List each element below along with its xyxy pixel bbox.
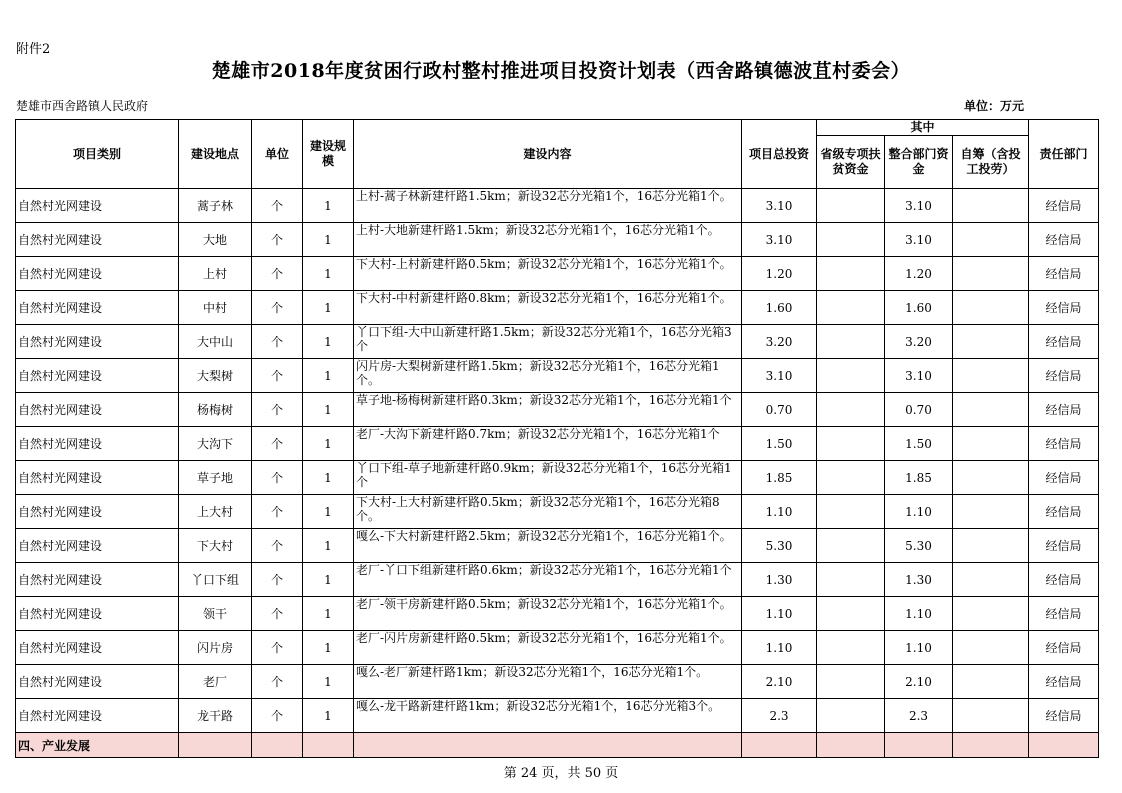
cell-self: [953, 427, 1029, 461]
cell-category: 自然村光网建设: [16, 631, 179, 665]
unit-label: 单位：万元: [963, 99, 1024, 113]
cell-dept: 经信局: [1029, 563, 1099, 597]
cell-category: 自然村光网建设: [16, 427, 179, 461]
cell-provincial: [817, 359, 885, 393]
table-row: [16, 393, 1099, 427]
cell-content: 下大村-上大村新建杆路0.5km；新设32芯分光箱1个，16芯分光箱8个。: [354, 495, 742, 529]
table-row: [16, 665, 1099, 699]
cell-category: 自然村光网建设: [16, 563, 179, 597]
section-empty-cell: [303, 733, 354, 758]
section-empty-cell: [252, 733, 303, 758]
section-empty-cell: [742, 733, 817, 758]
cell-self: [953, 223, 1029, 257]
cell-self: [953, 325, 1029, 359]
cell-total: 1.10: [742, 631, 817, 665]
cell-self: [953, 529, 1029, 563]
cell-category: 自然村光网建设: [16, 393, 179, 427]
cell-unit: 个: [252, 393, 303, 427]
table-row: [16, 223, 1099, 257]
cell-total: 1.20: [742, 257, 817, 291]
cell-category: 自然村光网建设: [16, 597, 179, 631]
cell-unit: 个: [252, 699, 303, 733]
table-row: [16, 257, 1099, 291]
cell-self: [953, 631, 1029, 665]
cell-dept: 经信局: [1029, 631, 1099, 665]
table-row: [16, 427, 1099, 461]
cell-provincial: [817, 189, 885, 223]
cell-location: 蒿子林: [179, 189, 252, 223]
cell-scale: 1: [303, 665, 354, 699]
cell-provincial: [817, 495, 885, 529]
cell-self: [953, 597, 1029, 631]
cell-self: [953, 393, 1029, 427]
cell-total: 3.20: [742, 325, 817, 359]
header-among: 其中: [817, 120, 1029, 136]
cell-self: [953, 257, 1029, 291]
header-location: 建设地点: [179, 120, 252, 189]
cell-scale: 1: [303, 189, 354, 223]
cell-dept: 经信局: [1029, 665, 1099, 699]
cell-dept: 经信局: [1029, 427, 1099, 461]
cell-dept: 经信局: [1029, 461, 1099, 495]
cell-self: [953, 189, 1029, 223]
cell-self: [953, 665, 1029, 699]
cell-dept: 经信局: [1029, 189, 1099, 223]
cell-unit: 个: [252, 223, 303, 257]
cell-unit: 个: [252, 461, 303, 495]
cell-self: [953, 563, 1029, 597]
cell-integrated: 5.30: [885, 529, 953, 563]
cell-total: 2.3: [742, 699, 817, 733]
cell-content: 草子地-杨梅树新建杆路0.3km；新设32芯分光箱1个，16芯分光箱1个: [354, 393, 742, 427]
cell-total: 1.85: [742, 461, 817, 495]
cell-content: 老厂-大沟下新建杆路0.7km；新设32芯分光箱1个，16芯分光箱1个: [354, 427, 742, 461]
cell-unit: 个: [252, 529, 303, 563]
cell-dept: 经信局: [1029, 597, 1099, 631]
section-empty-cell: [953, 733, 1029, 758]
cell-scale: 1: [303, 529, 354, 563]
table-body: [16, 189, 1099, 758]
cell-unit: 个: [252, 325, 303, 359]
cell-location: 丫口下组: [179, 563, 252, 597]
cell-integrated: 3.10: [885, 359, 953, 393]
cell-content: 嘎么-下大村新建杆路2.5km；新设32芯分光箱1个，16芯分光箱1个。: [354, 529, 742, 563]
cell-location: 上大村: [179, 495, 252, 529]
attachment-label: 附件2: [16, 42, 51, 57]
table-row: [16, 597, 1099, 631]
header-dept: 责任部门: [1029, 120, 1099, 189]
table-row: [16, 529, 1099, 563]
cell-content: 丫口下组-大中山新建杆路1.5km；新设32芯分光箱1个，16芯分光箱3个: [354, 325, 742, 359]
organization-name: 楚雄市西舍路镇人民政府: [16, 99, 149, 113]
cell-provincial: [817, 223, 885, 257]
table-row: [16, 495, 1099, 529]
cell-provincial: [817, 631, 885, 665]
cell-integrated: 1.50: [885, 427, 953, 461]
cell-scale: 1: [303, 699, 354, 733]
cell-location: 大沟下: [179, 427, 252, 461]
cell-scale: 1: [303, 393, 354, 427]
cell-unit: 个: [252, 359, 303, 393]
table-row: [16, 189, 1099, 223]
cell-scale: 1: [303, 597, 354, 631]
cell-location: 上村: [179, 257, 252, 291]
cell-content: 下大村-上村新建杆路0.5km；新设32芯分光箱1个，16芯分光箱1个。: [354, 257, 742, 291]
cell-content: 老厂-闪片房新建杆路0.5km；新设32芯分光箱1个，16芯分光箱1个。: [354, 631, 742, 665]
cell-location: 大梨树: [179, 359, 252, 393]
header-category: 项目类别: [16, 120, 179, 189]
cell-integrated: 3.10: [885, 223, 953, 257]
cell-provincial: [817, 291, 885, 325]
cell-total: 2.10: [742, 665, 817, 699]
cell-unit: 个: [252, 631, 303, 665]
cell-dept: 经信局: [1029, 495, 1099, 529]
cell-location: 下大村: [179, 529, 252, 563]
cell-scale: 1: [303, 461, 354, 495]
cell-dept: 经信局: [1029, 529, 1099, 563]
section-label: 四、产业发展: [16, 733, 179, 758]
cell-self: [953, 359, 1029, 393]
table-row: [16, 461, 1099, 495]
cell-unit: 个: [252, 291, 303, 325]
cell-integrated: 1.10: [885, 597, 953, 631]
cell-category: 自然村光网建设: [16, 223, 179, 257]
page-title: 楚雄市2018年度贫困行政村整村推进项目投资计划表（西舍路镇德波苴村委会）: [211, 60, 911, 82]
cell-content: 闪片房-大梨树新建杆路1.5km；新设32芯分光箱1个，16芯分光箱1个。: [354, 359, 742, 393]
cell-integrated: 1.10: [885, 495, 953, 529]
cell-location: 中村: [179, 291, 252, 325]
cell-scale: 1: [303, 325, 354, 359]
section-empty-cell: [179, 733, 252, 758]
cell-provincial: [817, 427, 885, 461]
section-empty-cell: [354, 733, 742, 758]
cell-scale: 1: [303, 631, 354, 665]
cell-dept: 经信局: [1029, 325, 1099, 359]
table-row: [16, 359, 1099, 393]
cell-unit: 个: [252, 495, 303, 529]
cell-total: 3.10: [742, 223, 817, 257]
cell-unit: 个: [252, 563, 303, 597]
cell-category: 自然村光网建设: [16, 461, 179, 495]
cell-unit: 个: [252, 665, 303, 699]
cell-provincial: [817, 699, 885, 733]
cell-location: 草子地: [179, 461, 252, 495]
cell-dept: 经信局: [1029, 699, 1099, 733]
cell-provincial: [817, 529, 885, 563]
cell-content: 嘎么-龙干路新建杆路1km；新设32芯分光箱1个，16芯分光箱3个。: [354, 699, 742, 733]
cell-category: 自然村光网建设: [16, 495, 179, 529]
cell-content: 上村-蒿子林新建杆路1.5km；新设32芯分光箱1个，16芯分光箱1个。: [354, 189, 742, 223]
page-footer: 第 24 页，共 50 页: [503, 766, 619, 781]
cell-category: 自然村光网建设: [16, 325, 179, 359]
cell-content: 老厂-丫口下组新建杆路0.6km；新设32芯分光箱1个，16芯分光箱1个: [354, 563, 742, 597]
table-row: [16, 631, 1099, 665]
cell-scale: 1: [303, 563, 354, 597]
investment-plan-table: [15, 119, 1099, 758]
cell-integrated: 1.20: [885, 257, 953, 291]
cell-integrated: 1.10: [885, 631, 953, 665]
section-row: [16, 733, 1099, 758]
cell-category: 自然村光网建设: [16, 291, 179, 325]
cell-integrated: 3.20: [885, 325, 953, 359]
cell-location: 龙干路: [179, 699, 252, 733]
cell-category: 自然村光网建设: [16, 665, 179, 699]
cell-provincial: [817, 393, 885, 427]
cell-content: 上村-大地新建杆路1.5km；新设32芯分光箱1个，16芯分光箱1个。: [354, 223, 742, 257]
cell-unit: 个: [252, 597, 303, 631]
cell-provincial: [817, 461, 885, 495]
cell-dept: 经信局: [1029, 393, 1099, 427]
cell-integrated: 3.10: [885, 189, 953, 223]
cell-integrated: 2.3: [885, 699, 953, 733]
cell-dept: 经信局: [1029, 291, 1099, 325]
header-integrated: 整合部门资金: [885, 136, 953, 189]
cell-scale: 1: [303, 427, 354, 461]
header-scale: 建设规模: [303, 120, 354, 189]
cell-provincial: [817, 563, 885, 597]
cell-total: 3.10: [742, 189, 817, 223]
cell-provincial: [817, 257, 885, 291]
cell-integrated: 1.30: [885, 563, 953, 597]
cell-total: 0.70: [742, 393, 817, 427]
cell-self: [953, 495, 1029, 529]
cell-total: 1.10: [742, 597, 817, 631]
cell-category: 自然村光网建设: [16, 257, 179, 291]
cell-unit: 个: [252, 427, 303, 461]
cell-provincial: [817, 665, 885, 699]
cell-content: 下大村-中村新建杆路0.8km；新设32芯分光箱1个，16芯分光箱1个。: [354, 291, 742, 325]
cell-unit: 个: [252, 189, 303, 223]
cell-total: 3.10: [742, 359, 817, 393]
cell-self: [953, 461, 1029, 495]
cell-dept: 经信局: [1029, 257, 1099, 291]
cell-self: [953, 699, 1029, 733]
cell-total: 5.30: [742, 529, 817, 563]
cell-category: 自然村光网建设: [16, 359, 179, 393]
cell-total: 1.50: [742, 427, 817, 461]
table-row: [16, 291, 1099, 325]
table-row: [16, 563, 1099, 597]
header-total: 项目总投资: [742, 120, 817, 189]
table-row: [16, 699, 1099, 733]
cell-location: 领干: [179, 597, 252, 631]
cell-scale: 1: [303, 223, 354, 257]
section-empty-cell: [885, 733, 953, 758]
header-unit: 单位: [252, 120, 303, 189]
cell-total: 1.10: [742, 495, 817, 529]
cell-integrated: 1.60: [885, 291, 953, 325]
cell-dept: 经信局: [1029, 223, 1099, 257]
header-self: 自筹（含投工投劳）: [953, 136, 1029, 189]
cell-content: 嘎么-老厂新建杆路1km；新设32芯分光箱1个，16芯分光箱1个。: [354, 665, 742, 699]
cell-total: 1.60: [742, 291, 817, 325]
cell-unit: 个: [252, 257, 303, 291]
table-row: [16, 325, 1099, 359]
cell-location: 大中山: [179, 325, 252, 359]
cell-integrated: 0.70: [885, 393, 953, 427]
cell-provincial: [817, 325, 885, 359]
cell-content: 老厂-领干房新建杆路0.5km；新设32芯分光箱1个，16芯分光箱1个。: [354, 597, 742, 631]
cell-location: 杨梅树: [179, 393, 252, 427]
cell-scale: 1: [303, 359, 354, 393]
cell-category: 自然村光网建设: [16, 189, 179, 223]
cell-category: 自然村光网建设: [16, 529, 179, 563]
section-empty-cell: [1029, 733, 1099, 758]
cell-integrated: 2.10: [885, 665, 953, 699]
cell-category: 自然村光网建设: [16, 699, 179, 733]
cell-content: 丫口下组-草子地新建杆路0.9km；新设32芯分光箱1个，16芯分光箱1个: [354, 461, 742, 495]
cell-scale: 1: [303, 495, 354, 529]
header-content: 建设内容: [354, 120, 742, 189]
cell-scale: 1: [303, 291, 354, 325]
cell-dept: 经信局: [1029, 359, 1099, 393]
cell-integrated: 1.85: [885, 461, 953, 495]
section-empty-cell: [817, 733, 885, 758]
cell-provincial: [817, 597, 885, 631]
cell-self: [953, 291, 1029, 325]
cell-total: 1.30: [742, 563, 817, 597]
cell-location: 老厂: [179, 665, 252, 699]
cell-location: 大地: [179, 223, 252, 257]
cell-location: 闪片房: [179, 631, 252, 665]
header-provincial: 省级专项扶贫资金: [817, 136, 885, 189]
cell-scale: 1: [303, 257, 354, 291]
